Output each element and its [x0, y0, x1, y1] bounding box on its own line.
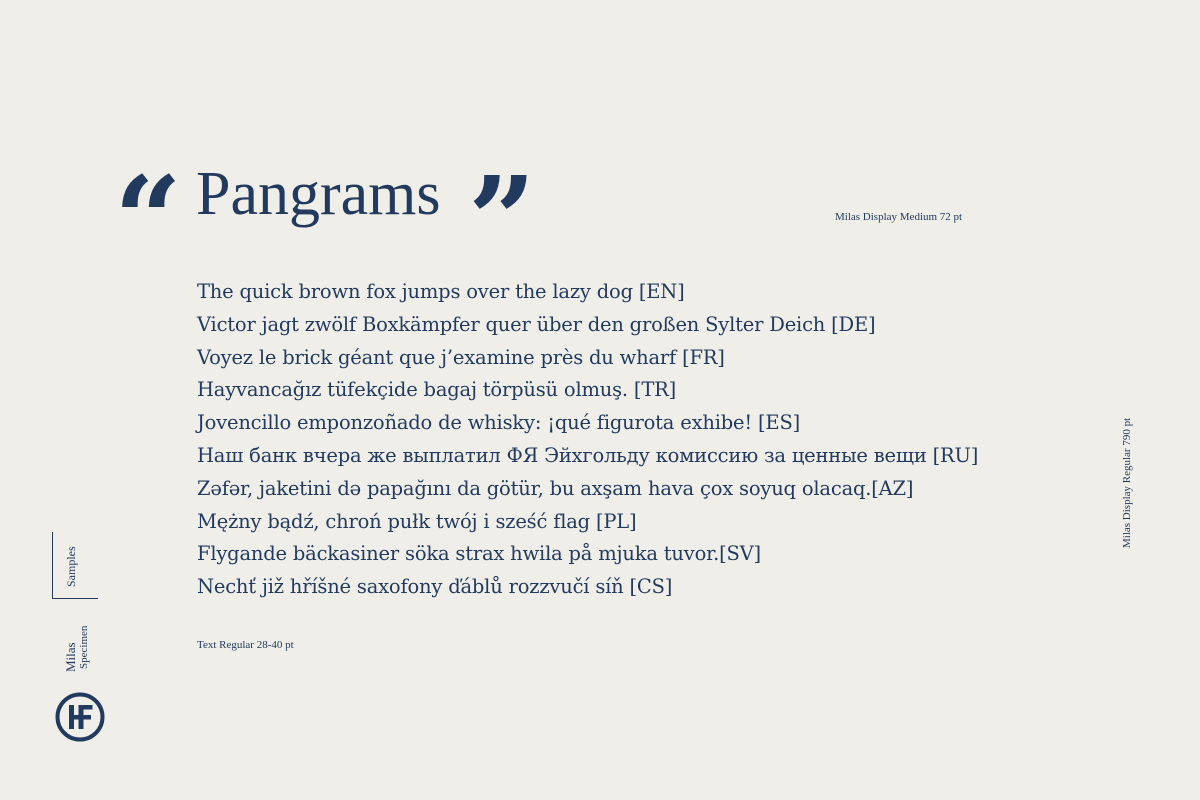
sidebar-rule [52, 532, 53, 598]
pangram-line-az: Zəfər, jaketini də papağını da götür, bu axşam hava çox soyuq olacaq.[AZ] [197, 476, 914, 500]
pangram-line-en: The quick brown fox jumps over the lazy dog [EN] [197, 280, 685, 303]
text-font-caption: Text Regular 28-40 pt [197, 639, 294, 651]
pangram-line-pl: Mężny bądź, chroń pułk twój i sześć flag [PL] [197, 509, 637, 533]
pangram-line-es: Jovencillo emponzoñado de whisky: ¡qué figurota exhibe! [ES] [197, 411, 801, 435]
display-font-caption: Milas Display Medium 72 pt [835, 211, 963, 223]
open-quote-mark: “ [114, 150, 182, 289]
pangram-line-sv: Flygande bäckasiner söka strax hwila på mjuka tuvor.[SV] [197, 542, 761, 566]
pangram-line-cs: Nechť již hříšné saxofony ďáblů rozzvučí síň [CS] [197, 575, 673, 599]
vertical-font-caption: Milas Display Regular 790 pt [1121, 417, 1133, 548]
pangram-line-ru: Наш банк вчера же выплатил ФЯ Эйхгольду комиссию за ценные вещи [RU] [197, 443, 979, 467]
pangram-list [197, 276, 978, 604]
close-quote-mark: ” [468, 150, 536, 289]
pangram-line-tr: Hayvancağız tüfekçide bagaj törpüsü olmuş. [TR] [197, 378, 677, 402]
sidebar-divider [52, 598, 98, 599]
brand-subtitle: Specimen [78, 625, 90, 669]
brand-name: Milas [63, 642, 78, 672]
page-title: Pangrams [196, 160, 441, 228]
hf-monogram-icon [55, 692, 105, 742]
pangram-line-fr: Voyez le brick géant que j’examine près du wharf [FR] [197, 345, 725, 369]
sidebar-section-label: Samples [64, 546, 78, 587]
pangram-line-de: Victor jagt zwölf Boxkämpfer quer über den großen Sylter Deich [DE] [197, 312, 876, 336]
